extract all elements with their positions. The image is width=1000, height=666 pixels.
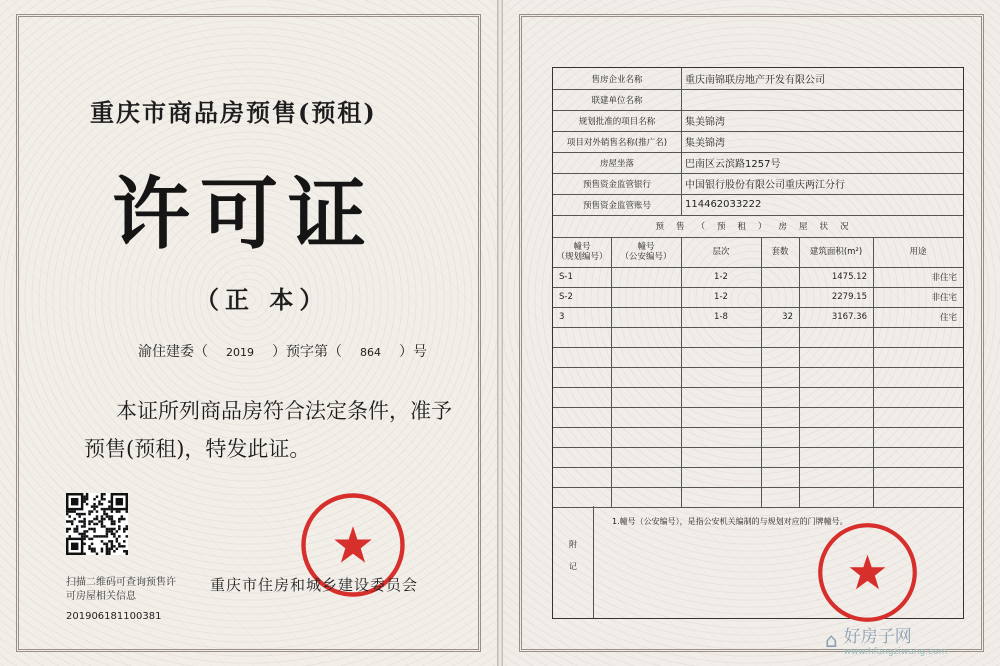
table-cell-b1: S-2 bbox=[559, 292, 573, 302]
certificate-statement: 本证所列商品房符合法定条件，准予预售(预租)，特发此证。 bbox=[84, 399, 452, 461]
info-value: 集美锦湾 bbox=[685, 138, 725, 149]
info-row bbox=[553, 194, 963, 216]
info-value: 集美锦湾 bbox=[685, 117, 725, 128]
info-value bbox=[685, 89, 963, 110]
info-row bbox=[553, 152, 963, 174]
left-page bbox=[0, 0, 497, 666]
info-label: 项目对外销售名称(推广名) bbox=[553, 131, 682, 152]
info-row bbox=[553, 68, 963, 90]
table-row bbox=[553, 447, 963, 468]
table-cell-area: 1475.12 bbox=[831, 272, 867, 282]
table-row bbox=[553, 327, 963, 348]
issuing-authority: 重庆市住房和城乡建设委员会 bbox=[210, 576, 419, 594]
table-row bbox=[553, 347, 963, 368]
serial-number: 2019061811003​81 bbox=[66, 611, 162, 622]
table-cell-units bbox=[767, 287, 793, 307]
table-cell-b2 bbox=[617, 267, 675, 287]
table-cell-use: 非住宅 bbox=[931, 273, 957, 283]
site-watermark bbox=[825, 622, 947, 657]
column-header: 幢号 （公安编号） bbox=[620, 242, 672, 262]
info-label: 预售资金监管银行 bbox=[553, 173, 682, 194]
table-cell-units bbox=[767, 267, 793, 287]
table-row bbox=[553, 487, 963, 508]
info-label: 联建单位名称 bbox=[553, 89, 682, 110]
info-label: 房屋坐落 bbox=[553, 152, 682, 173]
note-label: 附记 bbox=[568, 540, 578, 584]
table-cell-area: 2279.15 bbox=[831, 292, 867, 302]
watermark-url: www.hfangziwang.com bbox=[843, 647, 948, 657]
permit-number bbox=[138, 341, 427, 361]
table-row bbox=[553, 427, 963, 448]
column-header: 幢号 （规划编号） bbox=[556, 242, 608, 262]
table-cell-b1: 3 bbox=[559, 312, 565, 322]
permit-prefix: 渝住建委（ bbox=[138, 344, 208, 360]
table-row bbox=[553, 307, 963, 328]
note-text: 1.幢号（公安编号），是指公安机关编制的与规划对应的门牌幢号。 bbox=[612, 517, 848, 526]
table-row bbox=[553, 407, 963, 428]
table-row bbox=[553, 467, 963, 488]
table-cell-floors: 1-8 bbox=[714, 312, 728, 322]
permit-mid: ）预字第（ bbox=[272, 344, 342, 360]
info-label: 售房企业名称 bbox=[553, 68, 682, 89]
table-header-row bbox=[553, 237, 963, 268]
certificate-copy-type: （正 本） bbox=[195, 285, 330, 314]
column-header: 层次 bbox=[712, 247, 730, 257]
permit-suffix: ）号 bbox=[399, 344, 427, 360]
info-row bbox=[553, 110, 963, 132]
house-icon: ⌂ bbox=[825, 627, 838, 652]
table-cell-units: 32 bbox=[782, 312, 793, 322]
table-cell-b2 bbox=[617, 307, 675, 327]
certificate-title-line1: 重庆市商品房预售(预租) bbox=[90, 98, 377, 127]
column-header: 套数 bbox=[771, 247, 789, 257]
table-cell-b1: S-1 bbox=[559, 272, 573, 282]
right-page bbox=[503, 0, 1000, 666]
section-header-row bbox=[553, 215, 963, 238]
table-row bbox=[553, 387, 963, 408]
watermark-brand: 好房子网 bbox=[843, 627, 912, 647]
info-row bbox=[553, 173, 963, 195]
info-value: 重庆南锦联房地产开发有限公司 bbox=[685, 75, 825, 86]
table-cell-area: 3167.36 bbox=[831, 312, 867, 322]
table-row bbox=[553, 267, 963, 288]
table-cell-floors: 1-2 bbox=[714, 292, 728, 302]
certificate-title-main: 许可证 bbox=[112, 169, 377, 260]
info-row bbox=[553, 131, 963, 153]
column-header: 建筑面积(m²) bbox=[809, 247, 863, 257]
permit-year: 2019 bbox=[226, 346, 254, 359]
info-value: 中国银行股份有限公司重庆两江分行 bbox=[685, 180, 845, 191]
column-header: 用途 bbox=[909, 247, 927, 257]
info-label: 预售资金监管账号 bbox=[553, 194, 682, 215]
qr-code[interactable] bbox=[66, 493, 128, 555]
permit-serial: 864 bbox=[360, 346, 381, 359]
official-seal-icon bbox=[815, 520, 920, 625]
table-cell-use: 住宅 bbox=[939, 313, 957, 323]
table-cell-use: 非住宅 bbox=[931, 293, 957, 303]
table-cell-floors: 1-2 bbox=[714, 272, 728, 282]
table-row bbox=[553, 287, 963, 308]
table-row bbox=[553, 367, 963, 388]
info-label: 规划批准的项目名称 bbox=[553, 110, 682, 131]
info-row bbox=[553, 89, 963, 111]
table-cell-b2 bbox=[617, 287, 675, 307]
section-title: 预售（预租）房屋状况 bbox=[655, 222, 861, 232]
qr-caption: 扫描二维码可查询预售许可房屋相关信息 bbox=[66, 577, 176, 602]
info-value: 114462033222 bbox=[685, 199, 762, 210]
info-value: 巴南区云滨路1257号 bbox=[685, 159, 781, 170]
